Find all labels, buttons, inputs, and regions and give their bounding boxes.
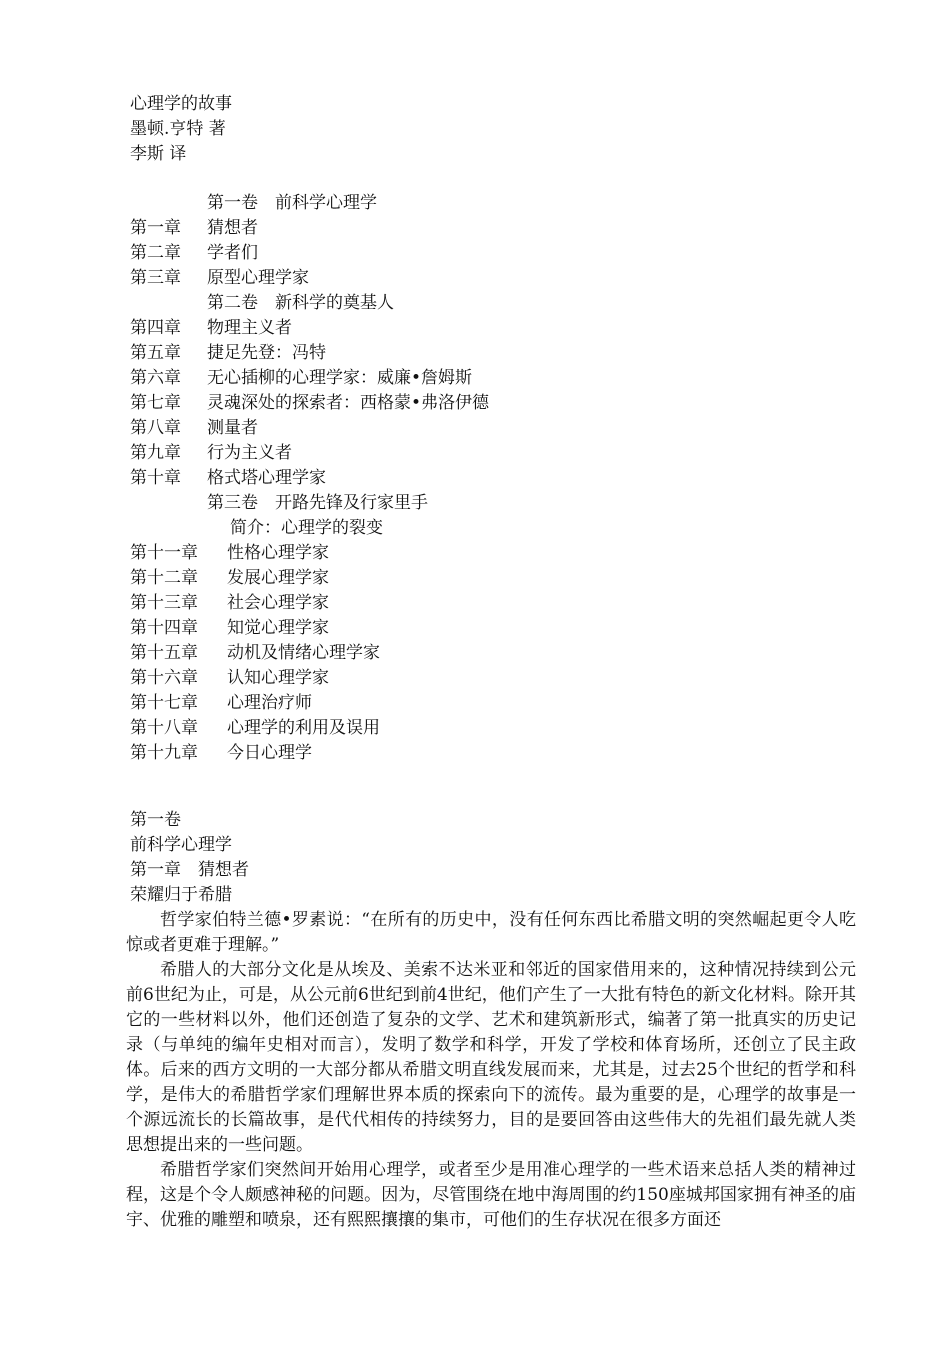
toc-chapter: 第十四章 知觉心理学家 xyxy=(130,618,329,638)
toc-chapter: 第四章 物理主义者 xyxy=(130,318,292,338)
toc-chapter: 第十三章 社会心理学家 xyxy=(130,593,329,613)
toc-volume-3: 第三卷 开路先锋及行家里手 xyxy=(207,493,428,513)
toc-volume-3-intro: 简介：心理学的裂变 xyxy=(230,518,383,538)
body-volume-label: 第一卷 xyxy=(130,810,181,830)
toc-chapter: 第六章 无心插柳的心理学家：威廉•詹姆斯 xyxy=(130,368,473,388)
toc-chapter: 第八章 测量者 xyxy=(130,418,258,438)
body-section-heading: 荣耀归于希腊 xyxy=(130,885,232,905)
book-title: 心理学的故事 xyxy=(130,94,232,114)
toc-chapter: 第二章 学者们 xyxy=(130,243,258,263)
body-paragraph: 希腊哲学家们突然间开始用心理学，或者至少是用准心理学的一些术语来总括人类的精神过程，这是个令人颇感神秘的问题。因为，尽管围绕在地中海周围的约150座城邦国家拥有神圣的庙宇、优雅的雕塑和喷泉，还有熙熙攘攘的集市，可他们的生存状况在很多方面还 xyxy=(126,1160,856,1230)
author-line: 墨顿.亨特 著 xyxy=(130,119,226,139)
body-paragraph: 希腊人的大部分文化是从埃及、美索不达米亚和邻近的国家借用来的，这种情况持续到公元前6世纪为止，可是，从公元前6世纪到前4世纪，他们产生了一大批有特色的新文化材料。除开其它的一些材料以外，他们还创造了复杂的文学、艺术和建筑新形式，编著了第一批真实的历史记录（与单纯的编年史相对而言），发明了数学和科学，开发了学校和体育场所，还创立了民主政体。后来的西方文明的一大部分都从希腊文明直线发展而来，尤其是，过去25个世纪的哲学和科学，是伟大的希腊哲学家们理解世界本质的探索向下的流传。最为重要的是，心理学的故事是一个源远流长的长篇故事，是代代相传的持续努力，目的是要回答由这些伟大的先祖们最先就人类思想提出来的一些问题。 xyxy=(126,960,856,1155)
toc-chapter: 第三章 原型心理学家 xyxy=(130,268,309,288)
toc-list-volume-1 xyxy=(130,216,870,291)
toc-chapter: 第十二章 发展心理学家 xyxy=(130,568,329,588)
toc-chapter: 第十章 格式塔心理学家 xyxy=(130,468,326,488)
toc-chapter: 第十九章 今日心理学 xyxy=(130,743,312,763)
toc-chapter: 第十八章 心理学的利用及误用 xyxy=(130,718,380,738)
toc-chapter: 第十五章 动机及情绪心理学家 xyxy=(130,643,380,663)
spacer xyxy=(130,766,870,808)
toc-chapter: 第十七章 心理治疗师 xyxy=(130,693,312,713)
toc-chapter: 第五章 捷足先登：冯特 xyxy=(130,343,326,363)
toc-volume-2: 第二卷 新科学的奠基人 xyxy=(207,293,394,313)
toc-volume-1: 第一卷 前科学心理学 xyxy=(207,193,377,213)
toc-list-volume-3 xyxy=(130,541,870,766)
spacer xyxy=(130,167,870,191)
toc-chapter: 第七章 灵魂深处的探索者：西格蒙•弗洛伊德 xyxy=(130,393,490,413)
toc-chapter: 第十一章 性格心理学家 xyxy=(130,543,329,563)
toc-chapter: 第九章 行为主义者 xyxy=(130,443,292,463)
toc-chapter: 第一章 猜想者 xyxy=(130,218,258,238)
toc-chapter: 第十六章 认知心理学家 xyxy=(130,668,329,688)
body-volume-title: 前科学心理学 xyxy=(130,835,232,855)
toc-list-volume-2 xyxy=(130,316,870,491)
body-chapter-heading: 第一章 猜想者 xyxy=(130,860,249,880)
body-paragraph: 哲学家伯特兰德•罗素说：“在所有的历史中，没有任何东西比希腊文明的突然崛起更令人吃惊或者更难于理解。” xyxy=(126,910,856,955)
translator-line: 李斯 译 xyxy=(130,144,187,164)
